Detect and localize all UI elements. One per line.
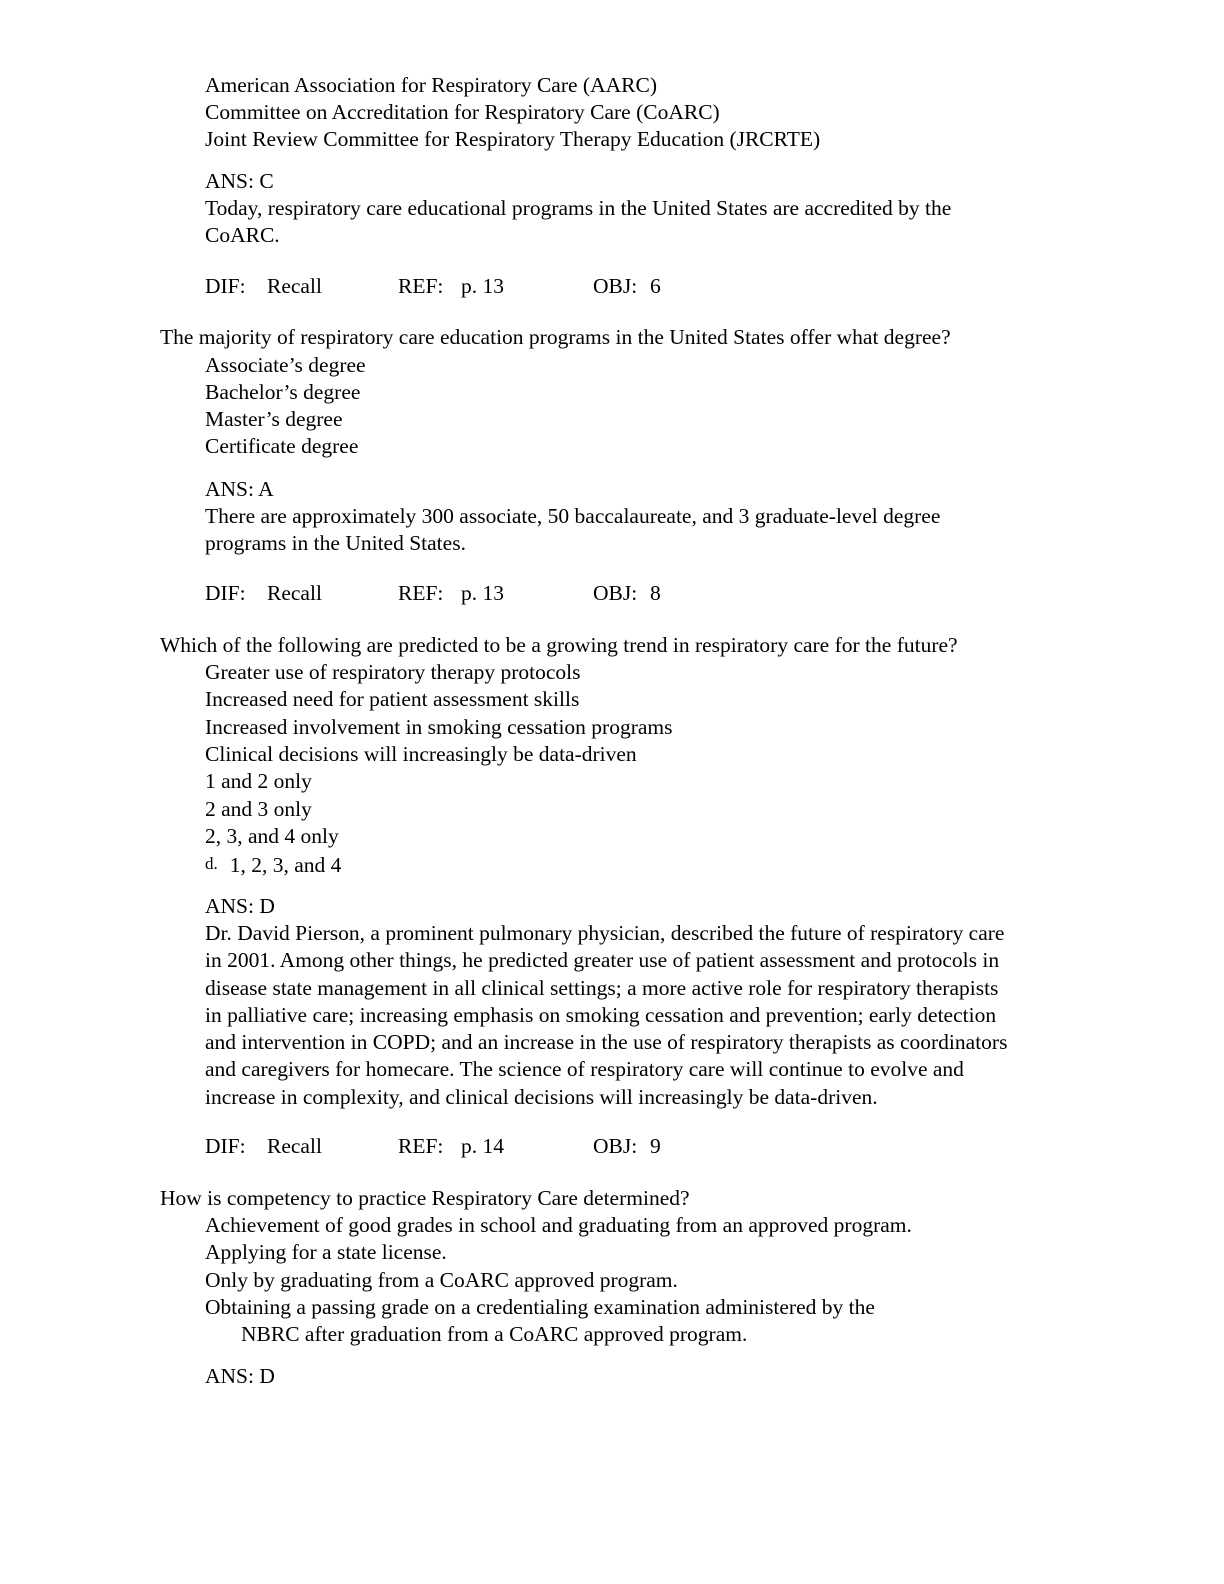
obj-label: OBJ:	[593, 581, 638, 605]
option: Bachelor’s degree	[205, 380, 361, 404]
obj-value: 8	[650, 581, 661, 605]
answer-key: ANS: D	[205, 894, 275, 918]
ref-label: REF:	[398, 1134, 444, 1158]
option: Increased need for patient assessment skills	[205, 687, 580, 711]
option: Master’s degree	[205, 407, 343, 431]
option: Committee on Accreditation for Respiratory Care (CoARC)	[205, 100, 720, 124]
question-stem: The majority of respiratory care education programs in the United States offer what degree?	[160, 325, 951, 349]
option: Certificate degree	[205, 434, 359, 458]
dif-value: Recall	[267, 581, 322, 605]
option	[205, 850, 341, 879]
rationale	[205, 503, 1105, 558]
obj-value: 9	[650, 1134, 661, 1158]
dif-value: Recall	[267, 1134, 322, 1158]
dif-label: DIF:	[205, 1134, 246, 1158]
option: 2, 3, and 4 only	[205, 824, 339, 848]
option: Clinical decisions will increasingly be data-driven	[205, 742, 637, 766]
ref-value: p. 14	[461, 1134, 504, 1158]
rationale-line: There are approximately 300 associate, 50 baccalaureate, and 3 graduate-level degree	[205, 504, 941, 528]
rationale-line: in 2001. Among other things, he predicted greater use of patient assessment and protocols in	[205, 948, 1000, 973]
obj-value: 6	[650, 274, 661, 298]
rationale-line: and intervention in COPD; and an increase in the use of respiratory therapists as coordinators	[205, 1030, 1008, 1055]
option: Applying for a state license.	[205, 1240, 447, 1264]
option: 2 and 3 only	[205, 797, 312, 821]
option: Greater use of respiratory therapy protocols	[205, 660, 581, 684]
rationale-line: in palliative care; increasing emphasis on smoking cessation and prevention; early detection	[205, 1002, 997, 1027]
option: Achievement of good grades in school and graduating from an approved program.	[205, 1213, 912, 1237]
dif-label: DIF:	[205, 581, 246, 605]
dif-label: DIF:	[205, 274, 246, 298]
rationale-line: Today, respiratory care educational programs in the United States are accredited by the	[205, 196, 952, 220]
ref-label: REF:	[398, 274, 444, 298]
answer-key: ANS: A	[205, 477, 274, 501]
option-continuation: NBRC after graduation from a CoARC approved program.	[241, 1322, 748, 1346]
answer-key: ANS: C	[205, 169, 274, 193]
rationale-line: disease state management in all clinical settings; a more active role for respiratory therapists	[205, 975, 999, 1000]
option: American Association for Respiratory Care (AARC)	[205, 73, 657, 97]
option-text: 1, 2, 3, and 4	[229, 853, 342, 877]
option: Associate’s degree	[205, 353, 366, 377]
rationale-line: Dr. David Pierson, a prominent pulmonary physician, described the future of respiratory care	[205, 921, 1005, 945]
rationale-line: increase in complexity, and clinical decisions will increasingly be data-driven.	[205, 1084, 878, 1109]
option: Joint Review Committee for Respiratory Therapy Education (JRCRTE)	[205, 127, 821, 151]
ref-label: REF:	[398, 581, 444, 605]
ref-value: p. 13	[461, 274, 504, 298]
option: Only by graduating from a CoARC approved program.	[205, 1268, 678, 1292]
rationale	[205, 920, 1105, 1111]
obj-label: OBJ:	[593, 1134, 638, 1158]
option: Increased involvement in smoking cessation programs	[205, 715, 673, 739]
ref-value: p. 13	[461, 581, 504, 605]
option: Obtaining a passing grade on a credentialing examination administered by the	[205, 1295, 875, 1319]
option-letter: d.	[205, 854, 218, 873]
question-stem: Which of the following are predicted to be a growing trend in respiratory care for the future?	[160, 633, 958, 657]
dif-value: Recall	[267, 274, 322, 298]
answer-key: ANS: D	[205, 1364, 275, 1388]
rationale-line: and caregivers for homecare. The science of respiratory care will continue to evolve and	[205, 1057, 964, 1082]
obj-label: OBJ:	[593, 274, 638, 298]
rationale-line: CoARC.	[205, 223, 280, 248]
rationale	[205, 195, 1105, 250]
question-stem: How is competency to practice Respiratory Care determined?	[160, 1186, 690, 1210]
rationale-line: programs in the United States.	[205, 531, 466, 556]
option: 1 and 2 only	[205, 769, 312, 793]
